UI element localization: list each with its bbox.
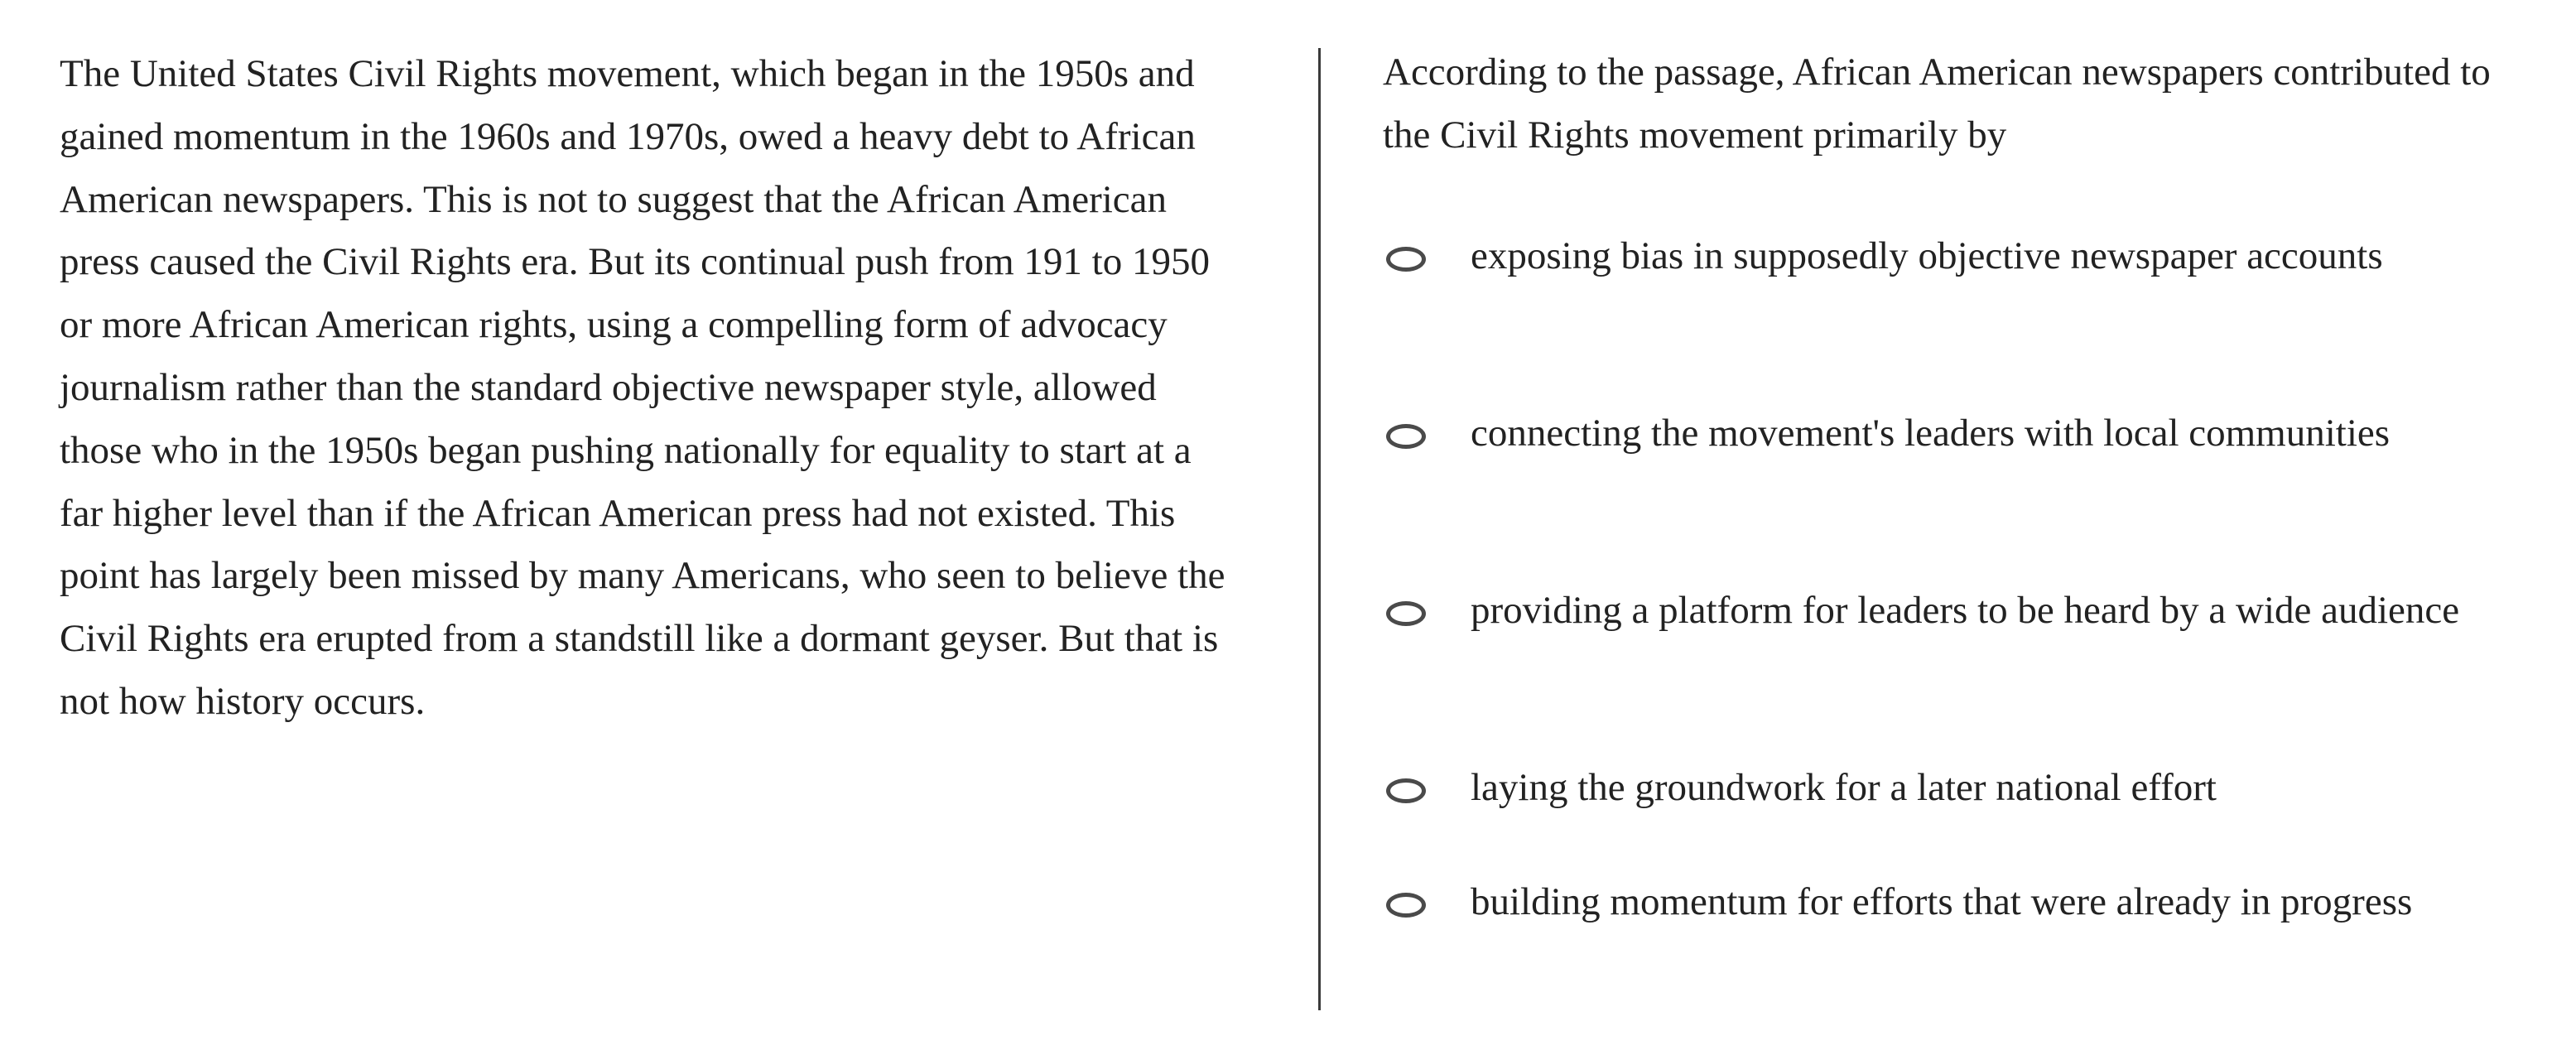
radio-button-icon[interactable] [1386, 424, 1426, 449]
passage-text: The United States Civil Rights movement, which began in the 1950s and gained momentum in the 1960s and 1970s, owed a heavy debt to African American newspapers. This is not to suggest that the African American press caused the Civil Rights era. But its continual push from 191 to 1950 or more African American rights, using a compelling form of advocacy journalism rather than the standard objective newspaper style, allowed those who in the 1950s began pushing nationally for equality to start at a far higher level than if the African American press had not existed. This point has largely been missed by many Americans, who seen to believe the Civil Rights era erupted from a standstill like a dormant geyser. But that is not how history occurs. [60, 52, 1225, 723]
radio-button-icon[interactable] [1386, 893, 1426, 918]
answer-option-label[interactable]: exposing bias in supposedly objective newspaper accounts [1471, 234, 2383, 277]
answer-option-label[interactable]: building momentum for efforts that were already in progress [1471, 880, 2413, 923]
answer-option-2[interactable] [1383, 402, 2506, 465]
answer-option-3[interactable] [1383, 580, 2506, 643]
answer-option-4[interactable] [1383, 757, 2506, 820]
answer-option-label[interactable]: laying the groundwork for a later national effort [1471, 766, 2217, 809]
radio-button-icon[interactable] [1386, 778, 1426, 803]
radio-button-icon[interactable] [1386, 601, 1426, 626]
column-divider [1318, 48, 1321, 1010]
question-prompt: According to the passage, African American newspapers contributed to the Civil Rights movement primarily by [1383, 51, 2491, 157]
answer-option-label[interactable]: connecting the movement's leaders with local communities [1471, 412, 2391, 455]
answer-option-5[interactable] [1383, 871, 2506, 934]
answer-option-label[interactable]: providing a platform for leaders to be heard by a wide audience [1471, 589, 2460, 632]
radio-button-icon[interactable] [1386, 247, 1426, 272]
answer-option-1[interactable] [1383, 225, 2506, 288]
question-panel [1383, 41, 2509, 923]
